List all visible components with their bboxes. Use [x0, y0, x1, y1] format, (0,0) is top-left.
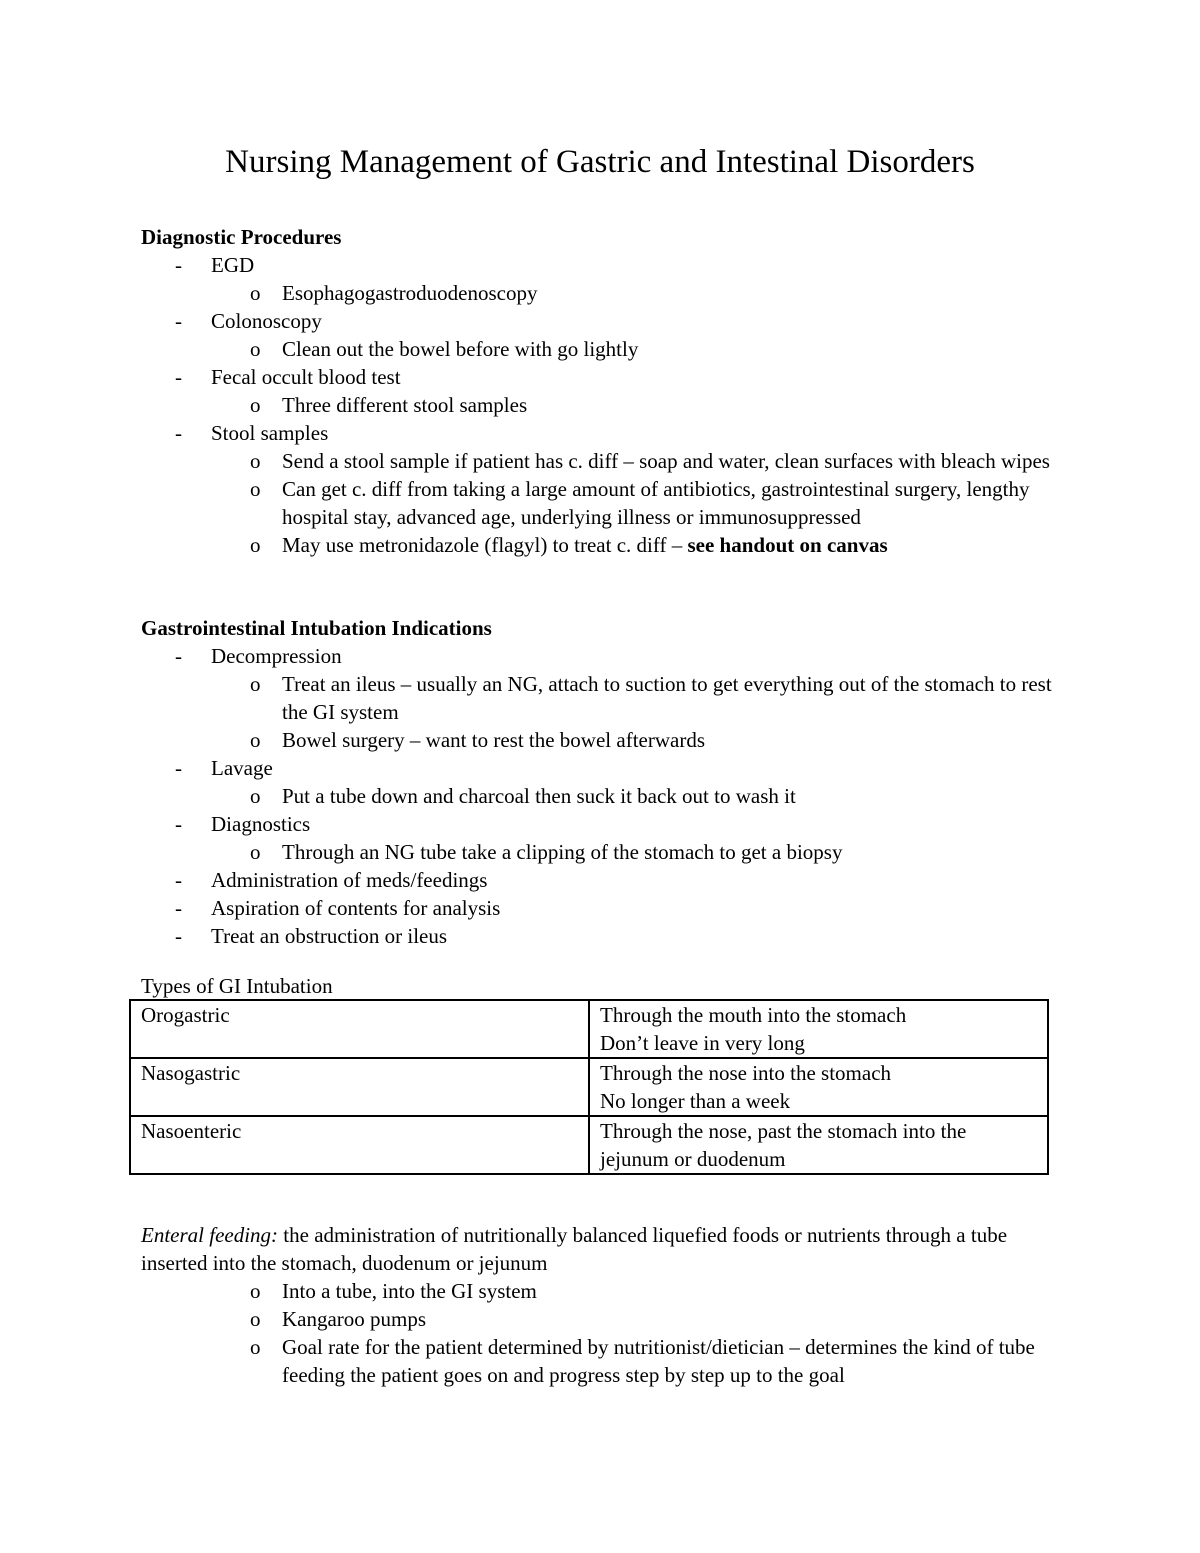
- canvas-handout-note: see handout on canvas: [687, 533, 888, 557]
- definition-text: the administration of nutritionally balanced liquefied foods or nutrients through a tube inserted into the stomach, duodenum or jejunum: [141, 1223, 1008, 1275]
- list-item: [141, 363, 1071, 391]
- list-item: [141, 419, 1071, 447]
- section-heading: Diagnostic Procedures: [141, 225, 342, 249]
- circle-marker: o: [250, 281, 261, 305]
- table-cell-description: [589, 1116, 1048, 1174]
- sub-list-item: [141, 531, 1071, 559]
- dash-marker: -: [175, 812, 182, 836]
- sub-list-item-text: Clean out the bowel before with go lightly: [282, 337, 639, 361]
- sub-list-item-text: Treat an ileus – usually an NG, attach to suction to get everything out of the stomach to rest the GI system: [282, 672, 1052, 724]
- sub-list-item: [141, 279, 1071, 307]
- sub-list-item-text: Esophagogastroduodenoscopy: [282, 281, 538, 305]
- list-item: [141, 866, 1071, 894]
- list-item-label: EGD: [211, 253, 255, 277]
- sub-list-item: [141, 475, 1071, 531]
- list-item-label: Treat an obstruction or ileus: [211, 924, 448, 948]
- circle-marker: o: [250, 393, 261, 417]
- sub-list-item: [141, 1305, 1066, 1333]
- table-cell-type: Nasogastric: [130, 1058, 589, 1116]
- table-cell-description: [589, 1058, 1048, 1116]
- dash-marker: -: [175, 644, 182, 668]
- sub-list-item: [141, 726, 1071, 754]
- list-item-label: Lavage: [211, 756, 273, 780]
- list-item-label: Diagnostics: [211, 812, 311, 836]
- sub-list-item-text: Can get c. diff from taking a large amount of antibiotics, gastrointestinal surgery, lengthy hospital stay, advanced age, underlying illness or immunosuppressed: [282, 477, 1030, 529]
- sub-list-item: [141, 1333, 1066, 1389]
- list-item-label: Fecal occult blood test: [211, 365, 401, 389]
- list-item-label: Aspiration of contents for analysis: [211, 896, 501, 920]
- sub-list-item-text: Three different stool samples: [282, 393, 528, 417]
- list-item: [141, 754, 1071, 782]
- gi-intubation-table: [129, 999, 1049, 1175]
- dash-marker: -: [175, 421, 182, 445]
- circle-marker: o: [250, 449, 261, 473]
- sub-list-item: [141, 391, 1071, 419]
- description-line: No longer than a week: [600, 1089, 791, 1113]
- diagnostic-section: [141, 223, 1071, 559]
- dash-marker: -: [175, 868, 182, 892]
- dash-marker: -: [175, 365, 182, 389]
- sub-list-item: [141, 447, 1071, 475]
- description-line: Through the mouth into the stomach: [600, 1003, 907, 1027]
- section-heading: Gastrointestinal Intubation Indications: [141, 616, 492, 640]
- table-cell-description: [589, 1000, 1048, 1058]
- dash-marker: -: [175, 924, 182, 948]
- list-item-label: Administration of meds/feedings: [211, 868, 488, 892]
- list-item: [141, 251, 1071, 279]
- sub-list-item: [141, 782, 1071, 810]
- table-cell-type: Orogastric: [130, 1000, 589, 1058]
- definition-term: Enteral feeding:: [141, 1223, 279, 1247]
- description-line: Through the nose, past the stomach into the jejunum or duodenum: [600, 1119, 967, 1171]
- list-item: [141, 642, 1071, 670]
- intubation-section: [141, 614, 1071, 950]
- dash-marker: -: [175, 896, 182, 920]
- list-item-label: Decompression: [211, 644, 342, 668]
- table-row: [130, 1116, 1048, 1174]
- sub-list-item-text: Into a tube, into the GI system: [282, 1279, 537, 1303]
- table-row: [130, 1058, 1048, 1116]
- sub-list-item-text: Put a tube down and charcoal then suck it back out to wash it: [282, 784, 796, 808]
- list-item: [141, 922, 1071, 950]
- description-line: Through the nose into the stomach: [600, 1061, 892, 1085]
- circle-marker: o: [250, 477, 261, 501]
- sub-list-item-text: Send a stool sample if patient has c. diff – soap and water, clean surfaces with bleach wipes: [282, 449, 1050, 473]
- enteral-feeding-section: [141, 1221, 1066, 1389]
- circle-marker: o: [250, 1307, 261, 1331]
- list-item: [141, 307, 1071, 335]
- table-row: [130, 1000, 1048, 1058]
- sub-list-item: [141, 335, 1071, 363]
- list-item-label: Stool samples: [211, 421, 329, 445]
- list-item-label: Colonoscopy: [211, 309, 322, 333]
- sub-list-item-text: Bowel surgery – want to rest the bowel afterwards: [282, 728, 705, 752]
- sub-list-item-text: Kangaroo pumps: [282, 1307, 427, 1331]
- circle-marker: o: [250, 728, 261, 752]
- description-line: Don’t leave in very long: [600, 1031, 805, 1055]
- table-caption: Types of GI Intubation: [141, 974, 333, 998]
- sub-list-item-text: May use metronidazole (flagyl) to treat c. diff –: [282, 533, 688, 557]
- circle-marker: o: [250, 784, 261, 808]
- circle-marker: o: [250, 840, 261, 864]
- sub-list-item-text: Through an NG tube take a clipping of the stomach to get a biopsy: [282, 840, 843, 864]
- circle-marker: o: [250, 672, 261, 696]
- sub-list-item: [141, 838, 1071, 866]
- sub-list-item: [141, 1277, 1066, 1305]
- list-item: [141, 894, 1071, 922]
- table-cell-type: Nasoenteric: [130, 1116, 589, 1174]
- circle-marker: o: [250, 337, 261, 361]
- enteral-definition: [141, 1221, 1066, 1277]
- sub-list-item: [141, 670, 1071, 726]
- types-table-caption-block: [141, 972, 1071, 1000]
- circle-marker: o: [250, 1279, 261, 1303]
- dash-marker: -: [175, 253, 182, 277]
- sub-list-item-text: Goal rate for the patient determined by nutritionist/dietician – determines the kind of tube feeding the patient goes on and progress step by step up to the goal: [282, 1335, 1035, 1387]
- dash-marker: -: [175, 309, 182, 333]
- page-title: Nursing Management of Gastric and Intestinal Disorders: [225, 144, 975, 180]
- circle-marker: o: [250, 533, 261, 557]
- circle-marker: o: [250, 1335, 261, 1359]
- dash-marker: -: [175, 756, 182, 780]
- list-item: [141, 810, 1071, 838]
